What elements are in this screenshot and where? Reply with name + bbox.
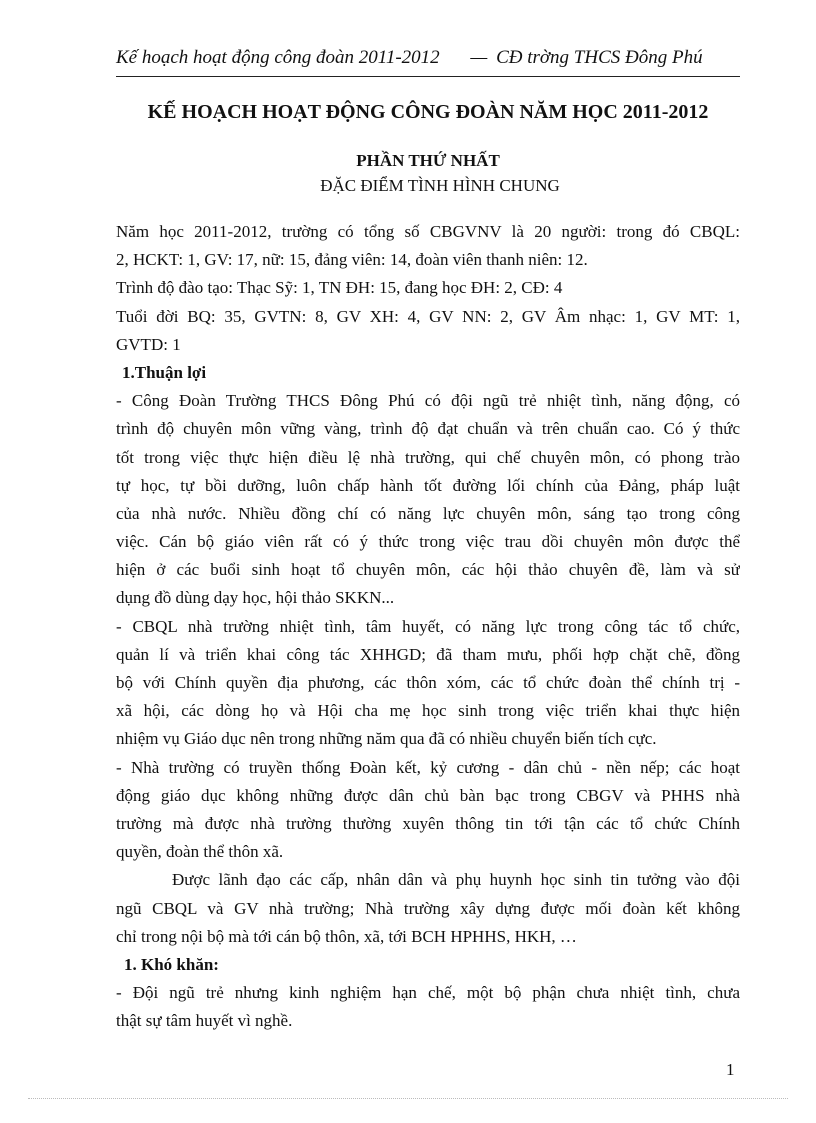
page-number: 1 [726,1060,735,1079]
body-text [116,218,740,1035]
header-dash: — [470,47,488,68]
paragraph-line: - Đội ngũ trẻ nhưng kinh nghiệm hạn chế, một bộ phận chưa nhiệt tình, chưa [116,983,740,1003]
paragraph-line: dụng đồ dùng dạy học, hội thảo SKKN... [116,588,395,608]
paragraph-line: bộ với Chính quyền địa phương, các thôn xóm, các tổ chức đoàn thể chính trị - [116,673,740,692]
paragraph-line: quyền, đoàn thể thôn xã. [116,842,284,862]
paragraph-line: hiện ở các buổi sinh hoạt tổ chuyên môn, các hội thảo chuyên đề, làm và sử [116,560,740,580]
intro-line: Trình độ đào tạo: Thạc Sỹ: 1, TN ĐH: 15, đang học ĐH: 2, CĐ: 4 [116,278,563,298]
part-subtitle: ĐẶC ĐIỂM TÌNH HÌNH CHUNG [320,176,560,195]
running-header [116,44,740,72]
paragraph-line: ngũ CBQL và GV nhà trường; Nhà trường xây dựng được mối đoàn kết không [116,898,740,918]
paragraph-line: trường mà được nhà trường thường xuyên thông tin tới tận các tổ chức Chính [116,813,740,833]
intro-line: Năm học 2011-2012, trường có tổng số CBGVNV là 20 người: trong đó CBQL: [116,222,740,241]
paragraph-line: chỉ trong nội bộ mà tới cán bộ thôn, xã, tới BCH HPHHS, HKH, … [116,926,577,946]
header-right-text: CĐ trờng THCS Đông Phú [496,47,703,68]
header-rule [116,76,740,77]
part-title: PHẦN THỨ NHẤT [356,151,500,170]
paragraph-line: trình độ chuyên môn vững vàng, trình độ đạt chuẩn và trên chuẩn cao. Có ý thức [116,419,740,439]
intro-line: GVTD: 1 [116,334,181,354]
paragraph-line: động giáo dục không những được dân chủ bàn bạc trong CBGV và PHHS nhà [116,785,740,805]
paragraph-line: - CBQL nhà trường nhiệt tình, tâm huyết, có năng lực trong công tác tổ chức, [116,616,740,636]
paragraph-line: tự học, tự bồi dưỡng, luôn chấp hành tốt đường lối chính của Đảng, pháp luật [116,475,740,495]
paragraph-line: Được lãnh đạo các cấp, nhân dân và phụ huynh học sinh tin tưởng vào đội [172,870,740,890]
intro-line: 2, HCKT: 1, GV: 17, nữ: 15, đảng viên: 14, đoàn viên thanh niên: 12. [116,250,588,270]
paragraph-line: thật sự tâm huyết vì nghề. [116,1011,293,1031]
paragraph-line: tốt trong việc thực hiện điều lệ nhà trường, qui chế chuyên môn, có phong trào [116,447,740,467]
paragraph-line: nhiệm vụ Giáo dục nên trong những năm qua đã có nhiều chuyển biến tích cực. [116,729,657,749]
paragraph-line: của nhà nước. Nhiều đồng chí có năng lực chuyên môn, sáng tạo trong công [116,503,740,523]
header-left-text: Kế hoạch hoạt động công đoàn 2011-2012 [116,47,440,68]
paragraph-line: việc. Cán bộ giáo viên rất có ý thức trong việc trau dồi chuyên môn được thể [116,532,740,552]
intro-line: Tuổi đời BQ: 35, GVTN: 8, GV XH: 4, GV NN: 2, GV Âm nhạc: 1, GV MT: 1, [116,306,740,326]
section-heading-difficulties: 1. Khó khăn: [124,954,219,974]
paragraph-line: quản lí và triển khai công tác XHHGD; đã tham mưu, phối hợp chặt chẽ, đồng [116,644,740,664]
section-heading-advantages: 1.Thuận lợi [122,362,207,382]
paragraph-line: xã hội, các dòng họ và Hội cha mẹ học sinh trong việc triển khai thực hiện [116,701,740,721]
document-title: KẾ HOẠCH HOẠT ĐỘNG CÔNG ĐOÀN NĂM HỌC 2011-2012 [147,101,709,123]
footer-rule [28,1098,788,1099]
paragraph-line: - Công Đoàn Trường THCS Đông Phú có đội ngũ trẻ nhiệt tình, năng động, có [116,391,740,411]
paragraph-line: - Nhà trường có truyền thống Đoàn kết, kỷ cương - dân chủ - nền nếp; các hoạt [116,757,740,777]
